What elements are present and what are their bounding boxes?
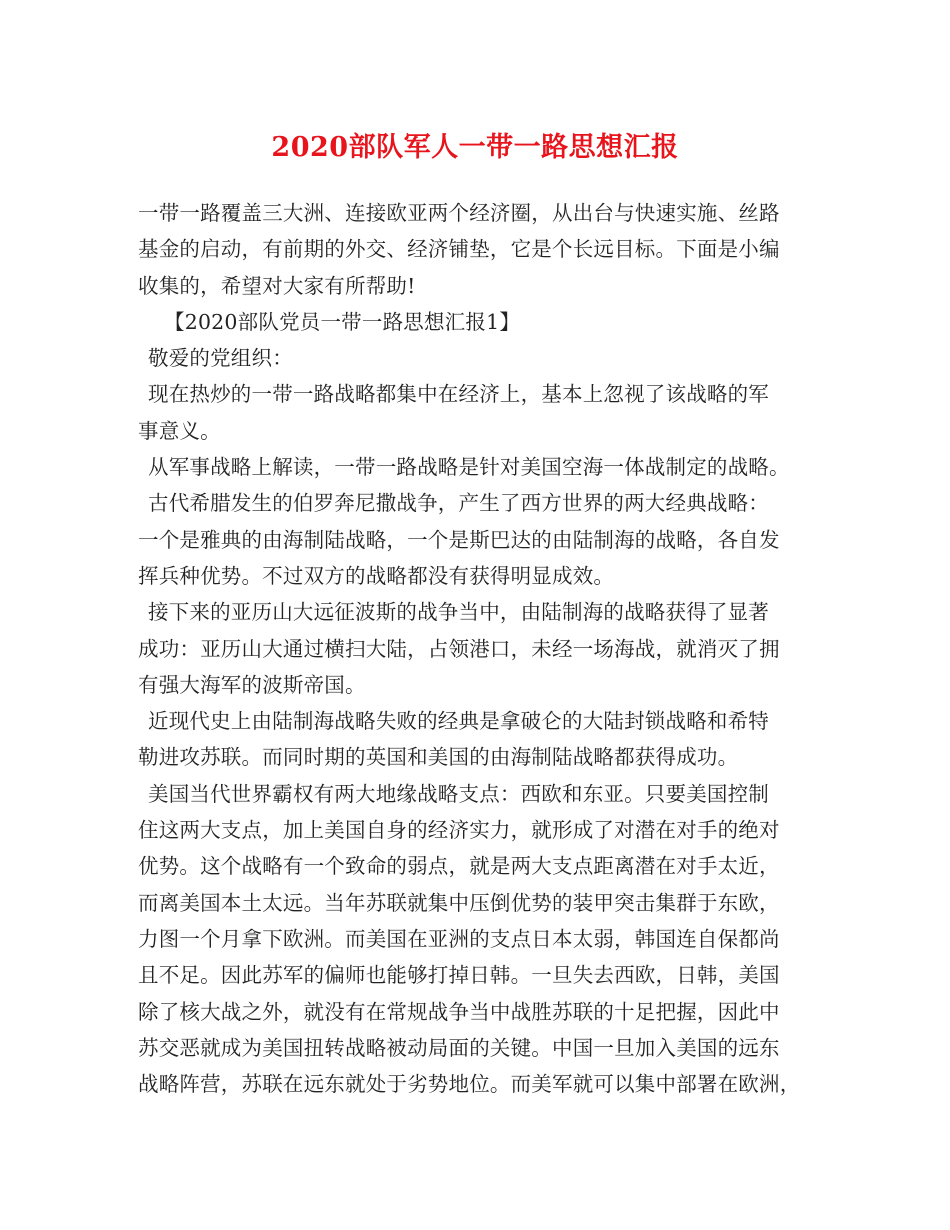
- text-line: 一带一路覆盖三大洲、连接欧亚两个经济圈，从出台与快速实施、丝路: [138, 201, 780, 225]
- text-line: 挥兵种优势。不过双方的战略都没有获得明显成效。: [138, 563, 615, 588]
- text-line: 接下来的亚历山大远征波斯的战争当中，由陆制海的战略获得了显著: [148, 600, 769, 625]
- text-line: 有强大海军的波斯帝国。: [138, 672, 366, 697]
- text-line: 战略阵营，苏联在远东就处于劣势地位。而美军就可以集中部署在欧洲，: [138, 1072, 801, 1097]
- document-title: 2020部队军人一带一路思想汇报: [271, 132, 679, 163]
- text-line: 且不足。因此苏军的偏师也能够打掉日韩。一旦失去西欧，日韩，美国: [138, 963, 780, 988]
- text-line: 勒进攻苏联。而同时期的英国和美国的由海制陆战略都获得成功。: [138, 745, 739, 770]
- text-line: 美国当代世界霸权有两大地缘战略支点：西欧和东亚。只要美国控制: [148, 781, 769, 806]
- text-line: 而离美国本土太远。当年苏联就集中压倒优势的装甲突击集群于东欧，: [138, 890, 780, 915]
- text-line: 除了核大战之外，就没有在常规战争当中战胜苏联的十足把握，因此中: [138, 999, 780, 1024]
- text-line: 力图一个月拿下欧洲。而美国在亚洲的支点日本太弱，韩国连自保都尚: [138, 926, 780, 951]
- text-line: 住这两大支点，加上美国自身的经济实力，就形成了对潜在对手的绝对: [138, 818, 780, 843]
- text-line: 近现代史上由陆制海战略失败的经典是拿破仑的大陆封锁战略和希特: [148, 709, 769, 734]
- text-line: 敬爱的党组织：: [148, 346, 293, 371]
- text-line: 事意义。: [138, 418, 221, 443]
- text-line: 收集的，希望对大家有所帮助!: [138, 273, 416, 298]
- text-line: 成功：亚历山大通过横扫大陆，占领港口，未经一场海战，就消灭了拥: [138, 636, 780, 661]
- text-line: 【2020部队党员一带一路思想汇报1】: [164, 309, 521, 334]
- text-line: 基金的启动，有前期的外交、经济铺垫，它是个长远目标。下面是小编: [138, 237, 780, 262]
- text-line: 现在热炒的一带一路战略都集中在经济上，基本上忽视了该战略的军: [148, 382, 769, 407]
- text-line: 古代希腊发生的伯罗奔尼撒战争，产生了西方世界的两大经典战略：: [148, 491, 769, 516]
- text-line: 苏交恶就成为美国扭转战略被动局面的关键。中国一旦加入美国的远东: [138, 1035, 780, 1060]
- text-line: 优势。这个战略有一个致命的弱点，就是两大支点距离潜在对手太近，: [138, 854, 780, 879]
- document-body: [138, 195, 818, 1102]
- text-line: 一个是雅典的由海制陆战略，一个是斯巴达的由陆制海的战略，各自发: [138, 527, 780, 552]
- text-line: 从军事战略上解读，一带一路战略是针对美国空海一体战制定的战略。: [148, 455, 790, 480]
